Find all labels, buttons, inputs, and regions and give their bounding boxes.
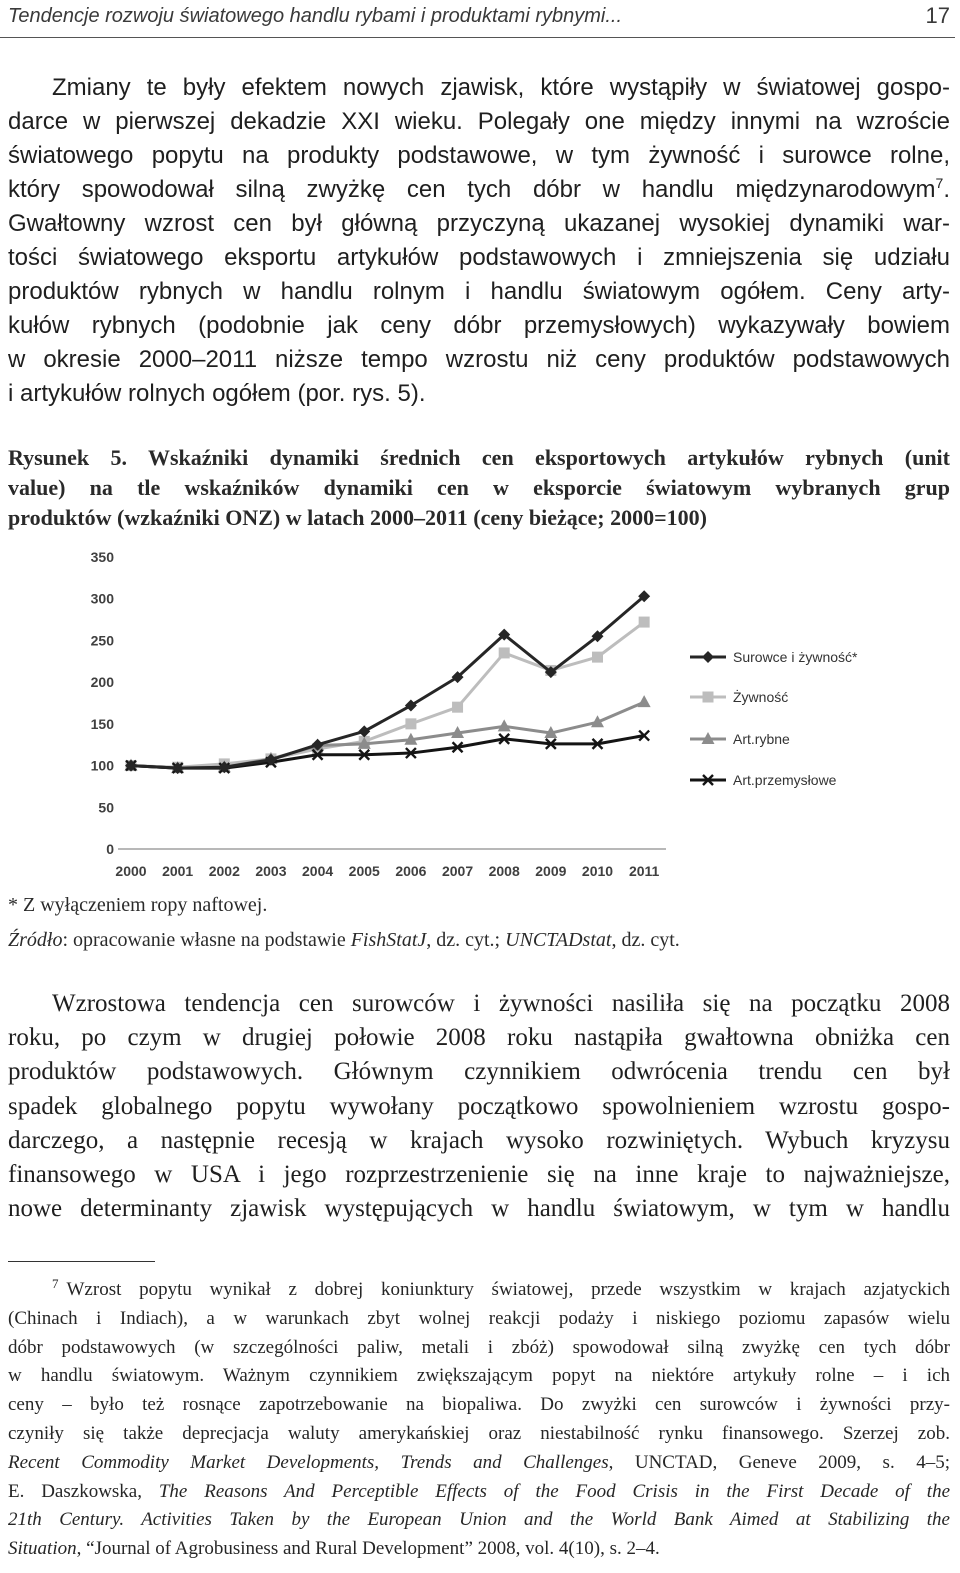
footnote-reference[interactable]: 7 xyxy=(935,175,944,191)
footnote-line xyxy=(8,1506,950,1535)
x-tick-label: 2009 xyxy=(535,863,567,879)
y-tick-label: 200 xyxy=(90,674,114,691)
series-1-point xyxy=(499,647,510,658)
footnote-line: czyniły się także deprecjacja waluty amerykańskiej oraz niestabilność rynku finansowego. Szerzej zob. xyxy=(8,1422,950,1444)
text-segment: , dz. cyt.; xyxy=(426,929,506,951)
text-segment: : opracowanie własne na podstawie xyxy=(62,929,351,951)
running-title: Tendencje rozwoju światowego handlu rybami i produktami rybnymi... xyxy=(8,5,623,27)
text-segment: E. Daszkowska, xyxy=(8,1480,159,1502)
series-2-point xyxy=(638,695,651,707)
caption-line: produktów (wzkaźniki ONZ) w latach 2000–2011 (ceny bieżące; 2000=100) xyxy=(8,505,707,530)
y-tick-label: 100 xyxy=(90,757,114,774)
text-line: roku, po czym w drugiej połowie 2008 roku nastąpiła gwałtowna obniżka cen xyxy=(8,1024,950,1052)
footnote-line: ceny – było też rosnące zapotrzebowanie na biopaliwa. Do zwyżki cen surowców i żywności przy- xyxy=(8,1394,950,1416)
text-segment: Wzrost popytu wynikał z dobrej koniunktury światowej, przede wszystkim w krajach azjatyckich xyxy=(66,1279,950,1300)
figure-caption xyxy=(8,443,950,533)
x-tick-label: 2005 xyxy=(348,863,380,879)
text-line: Wzrostowa tendencja cen surowców i żywności nasiliła się na początku 2008 xyxy=(52,990,950,1017)
text-line: nowe determinanty zjawisk występujących w handlu światowym, w tym w handlu xyxy=(8,1195,950,1223)
footnote-7 xyxy=(8,1276,950,1564)
footnote-line xyxy=(8,1276,950,1305)
y-tick-label: 350 xyxy=(90,549,114,565)
paragraph-2 xyxy=(8,987,950,1226)
series-2-point xyxy=(498,719,511,731)
text-line: i artykułów rolnych ogółem (por. rys. 5). xyxy=(8,380,426,407)
figure-note: * Z wyłączeniem ropy naftowej. xyxy=(8,894,268,916)
series-1-point xyxy=(452,702,463,713)
legend-item xyxy=(690,649,858,665)
series-1-point xyxy=(639,617,650,628)
cited-title: Recent Commodity Market Developments, Trends and Challenges xyxy=(8,1451,609,1473)
cited-title: Situation xyxy=(8,1538,77,1560)
legend-label: Surowce i żywność* xyxy=(733,649,858,665)
text-line: produktów podstawowych. Głównym czynnikiem odwrócenia trendu cen był xyxy=(8,1058,950,1086)
source-reference: FishStatJ xyxy=(350,929,427,951)
text-line: produktów rybnych w handlu rolnym i handlu światowym ogółem. Ceny arty- xyxy=(8,278,950,305)
text-line: światowego popytu na produkty podstawowe, w tym żywność i surowce rolne, xyxy=(8,142,950,169)
x-tick-label: 2001 xyxy=(162,863,194,879)
legend-item xyxy=(690,688,788,705)
footnote-number: 7 xyxy=(52,1275,59,1291)
y-tick-label: 150 xyxy=(90,715,114,732)
text-line: w okresie 2000–2011 niższe tempo wzrostu niż ceny produktów podstawowych xyxy=(8,346,950,373)
text-segment: . xyxy=(943,176,950,203)
x-tick-label: 2011 xyxy=(628,863,660,879)
header-rule xyxy=(0,37,955,38)
y-tick-label: 250 xyxy=(90,632,114,649)
x-tick-label: 2010 xyxy=(581,863,614,879)
series-1-point xyxy=(405,718,416,729)
legend-label: Art.przemysłowe xyxy=(733,772,837,788)
text-line: darce w pierwszej dekadzie XXI wieku. Polegały one między innymi na wzroście xyxy=(8,108,950,135)
legend-marker xyxy=(703,692,714,703)
line-chart xyxy=(0,540,960,890)
text-line: Zmiany te były efektem nowych zjawisk, które wystąpiły w światowej gospo- xyxy=(52,74,950,101)
caption-line: value) na tle wskaźników dynamiki cen w eksporcie światowym wybranych grup xyxy=(8,475,950,500)
text-line: finansowego w USA i jego rozprzestrzenienie się na inne kraje to najważniejsze, xyxy=(8,1160,950,1188)
cited-title: The Reasons And Perceptible Effects of the Food Crisis in the First Decade of the xyxy=(158,1480,950,1502)
text-segment: , “Journal of Agrobusiness and Rural Development” 2008, vol. 4(10), s. 2–4. xyxy=(76,1538,660,1560)
footnote-separator xyxy=(8,1261,155,1262)
cited-title: 21th Century. Activities Taken by the European Union and the World Bank Aimed at Stabilizing the xyxy=(8,1509,950,1531)
series-1-line xyxy=(131,622,644,767)
text-line: spadek globalnego popytu wywołany początkowo spowolnieniem wzrostu gospo- xyxy=(8,1092,950,1120)
page-number: 17 xyxy=(925,3,950,28)
source-reference: UNCTADstat xyxy=(505,929,612,951)
footnote-line xyxy=(8,1449,950,1478)
footnote-line xyxy=(8,1478,950,1507)
caption-line: Rysunek 5. Wskaźniki dynamiki średnich cen eksportowych artykułów rybnych (unit xyxy=(8,445,950,470)
legend-item xyxy=(690,772,837,788)
x-tick-label: 2007 xyxy=(441,863,474,879)
y-tick-label: 0 xyxy=(106,841,114,857)
y-tick-label: 300 xyxy=(90,590,114,607)
x-tick-label: 2000 xyxy=(115,863,147,879)
legend-label: Żywność xyxy=(733,689,789,705)
series-2-line xyxy=(131,702,644,768)
text-line: kułów rybnych (podobnie jak ceny dóbr przemysłowych) wykazywały bowiem xyxy=(8,312,950,339)
legend-marker xyxy=(702,651,714,663)
source-label: Źródło xyxy=(8,929,63,951)
series-0-point xyxy=(358,725,370,737)
footnote-line xyxy=(8,1535,950,1564)
x-tick-label: 2008 xyxy=(488,863,520,879)
legend-item xyxy=(690,731,790,747)
x-tick-label: 2002 xyxy=(208,863,240,879)
text-segment: który spowodował silną zwyżkę cen tych dóbr w handlu międzynarodowym xyxy=(8,176,936,203)
x-tick-label: 2003 xyxy=(255,863,287,879)
text-line: darczego, a następnie recesją w krajach wysoko rozwiniętych. Wybuch kryzysu xyxy=(8,1126,950,1154)
y-tick-label: 50 xyxy=(98,799,114,816)
x-tick-label: 2006 xyxy=(395,863,427,879)
figure-source xyxy=(8,928,680,952)
text-line: tości światowego eksportu artykułów podstawowych i zmniejszenia się udziału xyxy=(8,244,950,271)
footnote-line: w handlu światowym. Ważnym czynnikiem zwiększającym popyt na niektóre artykuły rolne – i ich xyxy=(8,1365,950,1387)
text-line: Gwałtowny wzrost cen był główną przyczyną ukazanej wysokiej dynamiki war- xyxy=(8,210,950,237)
text-segment: , UNCTAD, Geneve 2009, s. 4–5; xyxy=(608,1451,950,1473)
footnote-line: (Chinach i Indiach), a w warunkach zbyt wolnej reakcji podaży i niskiego poziomu zapasów wielu xyxy=(8,1307,950,1329)
series-1-point xyxy=(592,652,603,663)
paragraph-1 xyxy=(8,71,950,411)
x-tick-label: 2004 xyxy=(302,863,334,879)
legend-label: Art.rybne xyxy=(733,731,790,747)
text-segment: , dz. cyt. xyxy=(611,929,680,951)
running-head xyxy=(8,3,950,29)
text-line xyxy=(8,173,950,207)
footnote-line: dóbr podstawowych (w szczególności paliw, metali i zbóż) spowodował silną zwyżkę cen tych dóbr xyxy=(8,1336,950,1358)
